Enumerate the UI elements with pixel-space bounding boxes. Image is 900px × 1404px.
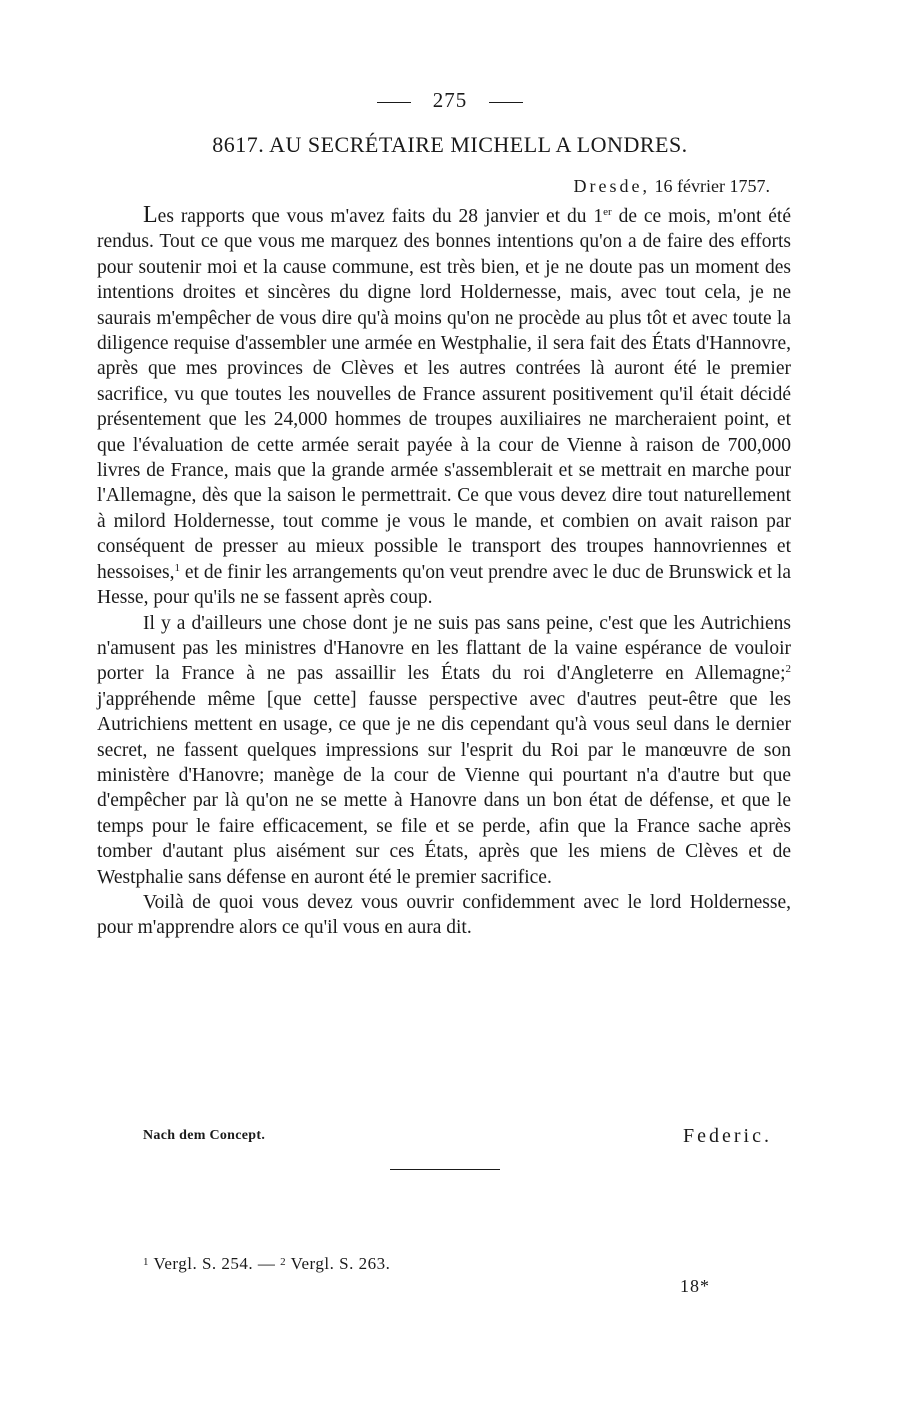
page-number <box>0 88 900 113</box>
letter-title: 8617. AU SECRÉTAIRE MICHELL A LONDRES. <box>212 132 688 157</box>
footnote-2-number: 2 <box>280 1256 287 1268</box>
paragraph-2-text-a: Il y a d'ailleurs une chose dont je ne suis pas sans peine, c'est que les Autrichiens n'amusent pas les ministres d'Hanovre en les flattant de la vaine espérance de vouloir porter la France à ne pas assaillir les États du roi d'Angleterre en Allemagne; <box>97 612 791 685</box>
paragraph-1-sup: er <box>603 206 612 218</box>
paragraph-1-initial: L <box>143 202 158 228</box>
footnote-ref-2: 2 <box>785 663 791 676</box>
footnote-1-text: Vergl. S. 254. — <box>149 1254 281 1273</box>
page-number-value: 275 <box>432 88 468 112</box>
footnotes <box>143 1254 390 1274</box>
footnote-2-text: Vergl. S. 263. <box>286 1254 391 1273</box>
source-note: Nach dem Concept. <box>143 1128 266 1143</box>
paragraph-2 <box>97 611 791 890</box>
signature-mark: 18* <box>680 1276 710 1296</box>
signature: Federic. <box>683 1125 772 1147</box>
paragraph-3-text: Voilà de quoi vous devez vous ouvrir confidemment avec le lord Holdernesse, pour m'apprendre alors ce qu'il vous en aura dit. <box>97 891 791 939</box>
footnote-1-number: 1 <box>143 1256 149 1268</box>
dateline-date: 16 février 1757. <box>654 176 770 196</box>
letter-body <box>97 203 791 941</box>
paragraph-1-text-b: de ce mois, m'ont été rendus. Tout ce que vous me marquez des bonnes intentions qu'on a de faire des efforts pour soutenir moi et la cause commune, est très bien, et je ne doute pas un moment des intentions droites et sincères du digne lord Holdernesse, mais, avec tout cela, je ne saurais m'empêcher de vous dire qu'à moins qu'on ne procède au plus tôt et avec toute la diligence requise d'assembler une armée en Westphalie, il sera fait des États d'Hannovre, après que mes provinces de Clèves et les autres contrées là auront été le premier sacrifice, vu que toutes les nouvelles de France assurent positivement qu'il était décidé présentement que les 24,000 hommes de troupes auxiliaires ne marcheraient point, et que l'évaluation de cette armée serait payée à la cour de Vienne à raison de 700,000 livres de France, mais que la grande armée s'assemblerait et se mettrait en marche pour l'Allemagne, dès que la saison le permettrait. Ce que vous devez dire tout naturellement à milord Holdernesse, tout comme je vous le mande, et combien on avait raison par conséquent de presser au mieux possible le transport des troupes hannovriennes et hessoises, <box>97 206 791 583</box>
dateline-place: Dresde, <box>573 176 651 196</box>
paragraph-1-text-a: es rapports que vous m'avez faits du 28 janvier et du 1 <box>157 206 604 227</box>
separator-rule <box>390 1169 500 1170</box>
page-number-dash-right <box>489 102 523 103</box>
paragraph-1 <box>97 203 791 611</box>
page-number-dash-left <box>377 102 411 103</box>
dateline <box>574 176 770 197</box>
paragraph-2-text-b: j'appréhende même [que cette] fausse perspective avec d'autres peut-être que les Autrichiens mettent en usage, ce que je ne dis cependant qu'à vous seul dans le dernier secret, ne fassent quelques impressions sur l'esprit du Roi par le manœuvre de son ministère d'Hanovre; manège de la cour de Vienne qui pourtant n'a d'autre but que d'empêcher par là qu'on ne se mette à Hanovre dans un bon état de défense, et que le temps pour le faire efficacement, se file et se perde, afin que la France sache après tomber d'autant plus aisément sur ces États, après que les miens de Clèves et de Westphalie sans défense en auront été le premier sacrifice. <box>97 688 791 888</box>
paragraph-3 <box>97 890 791 941</box>
footnote-ref-1: 1 <box>174 561 180 574</box>
paragraph-1-text-c: et de finir les arrangements qu'on veut prendre avec le duc de Brunswick et la Hesse, pour qu'ils ne se fassent après coup. <box>97 561 791 609</box>
